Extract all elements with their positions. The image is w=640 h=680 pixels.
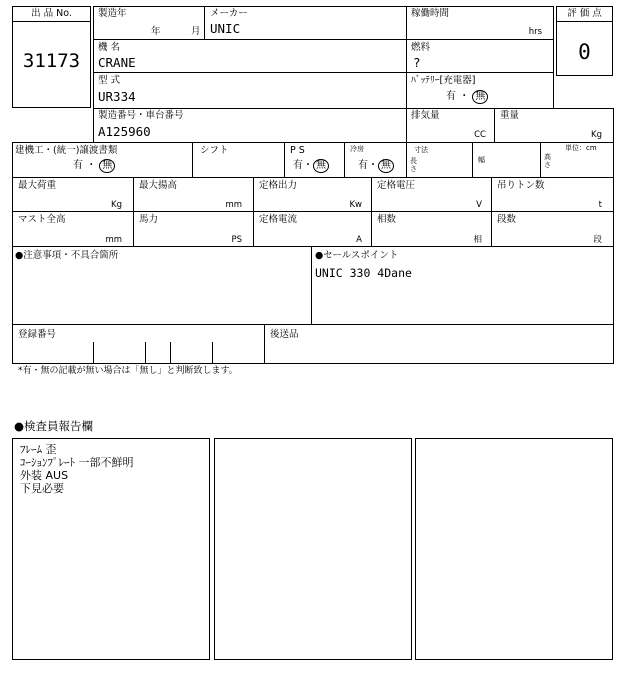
inspector-box-2 <box>214 438 412 660</box>
ps-no-circled: 無 <box>313 159 329 173</box>
later-items-label: 後送品 <box>270 329 299 340</box>
lifting-ton-label: 吊りトン数 <box>497 180 545 191</box>
caution-label: ●注意事項・不具合箇所 <box>15 250 119 261</box>
fuel-value: ? <box>413 55 421 70</box>
rated-output-label: 定格出力 <box>259 180 298 191</box>
max-lift-unit: mm <box>225 200 242 210</box>
footnote: *有・無の記載が無い場合は「無し」と判断致します。 <box>18 366 238 376</box>
dim-unit: 単位：cm <box>565 144 597 152</box>
dim-height: 高さ <box>544 153 551 169</box>
doc-yes: 有 <box>73 160 83 171</box>
year-unit: 年 <box>151 26 161 37</box>
item-no-label: 出 品 No. <box>31 8 72 19</box>
cool-yes: 有 <box>358 160 368 171</box>
dim-width: 幅 <box>478 156 485 164</box>
rating-value: 0 <box>578 40 591 64</box>
notes-box <box>12 246 614 364</box>
battery-label: ﾊﾞｯﾃﾘｰ[充電器] <box>411 75 476 86</box>
doc-no-circled: 無 <box>99 159 115 173</box>
hours-unit: hrs <box>528 27 542 37</box>
inspector-box-1-text: ﾌﾚｰﾑ 歪 ｺｰｼｮﾝﾌﾟﾚｰﾄ 一部不鮮明 外装 AUS 下見必要 <box>20 443 134 495</box>
rating-label: 評 価 点 <box>567 8 602 19</box>
battery-yes: 有 <box>446 91 456 102</box>
rated-voltage-unit: V <box>476 200 482 210</box>
horsepower-unit: PS <box>231 235 242 245</box>
rated-voltage-label: 定格電圧 <box>377 180 416 191</box>
max-load-label: 最大荷重 <box>18 180 57 191</box>
shift-label: シフト <box>200 145 229 156</box>
inspector-box-3 <box>415 438 613 660</box>
fuel-label: 燃料 <box>411 42 431 53</box>
type-value: UR334 <box>98 89 136 104</box>
type-label: 型 式 <box>98 75 121 86</box>
battery-dot: ・ <box>459 91 470 102</box>
stage-label: 段数 <box>497 214 517 225</box>
serial-label: 製造番号・車台番号 <box>98 110 184 121</box>
doc-label: 建機工・(統一)譲渡書類 <box>15 145 118 156</box>
ps-label: P S <box>290 145 305 156</box>
serial-value: A125960 <box>98 124 151 139</box>
registration-label: 登録番号 <box>18 329 57 340</box>
year-label: 製造年 <box>98 8 127 19</box>
lifting-ton-unit: t <box>598 200 602 210</box>
phase-unit: 相 <box>473 235 482 245</box>
mast-height-unit: mm <box>105 235 122 245</box>
stage-unit: 段 <box>593 235 602 245</box>
weight-unit: Kg <box>591 130 602 140</box>
cool-dot: ・ <box>368 160 378 171</box>
sales-label: ●セールスポイント <box>315 250 399 261</box>
doc-dot: ・ <box>86 160 97 171</box>
mast-height-label: マスト全高 <box>18 214 66 225</box>
max-lift-label: 最大揚高 <box>139 180 178 191</box>
month-unit: 月 <box>191 26 201 37</box>
ps-choice <box>293 159 329 173</box>
rated-output-unit: Kw <box>349 200 362 210</box>
ps-dot: ・ <box>303 160 313 171</box>
item-no-value: 31173 <box>22 50 81 72</box>
rated-current-label: 定格電流 <box>259 214 298 225</box>
maker-label: メーカー <box>210 8 248 19</box>
inspector-title: ●検査員報告欄 <box>14 419 94 433</box>
dim-length: 長さ <box>410 157 417 173</box>
cool-no-circled: 無 <box>378 159 394 173</box>
phase-label: 相数 <box>377 214 397 225</box>
sales-text: UNIC 330 4Dane <box>315 266 412 280</box>
model-name-label: 機 名 <box>98 42 121 53</box>
displacement-unit: CC <box>474 130 486 140</box>
cool-label: 冷房 <box>350 145 364 153</box>
battery-no-circled: 無 <box>472 90 488 104</box>
maker-value: UNIC <box>210 21 241 36</box>
hours-label: 稼働時間 <box>411 8 450 19</box>
doc-choice <box>73 159 115 173</box>
displacement-label: 排気量 <box>411 110 440 121</box>
cool-choice <box>358 159 394 173</box>
max-load-unit: Kg <box>111 200 122 210</box>
battery-choice <box>446 90 488 104</box>
ps-yes: 有 <box>293 160 303 171</box>
dim-label: 寸法 <box>414 146 428 154</box>
rated-current-unit: A <box>356 235 362 245</box>
weight-label: 重量 <box>500 110 520 121</box>
model-name-value: CRANE <box>98 55 136 70</box>
horsepower-label: 馬力 <box>139 214 159 225</box>
